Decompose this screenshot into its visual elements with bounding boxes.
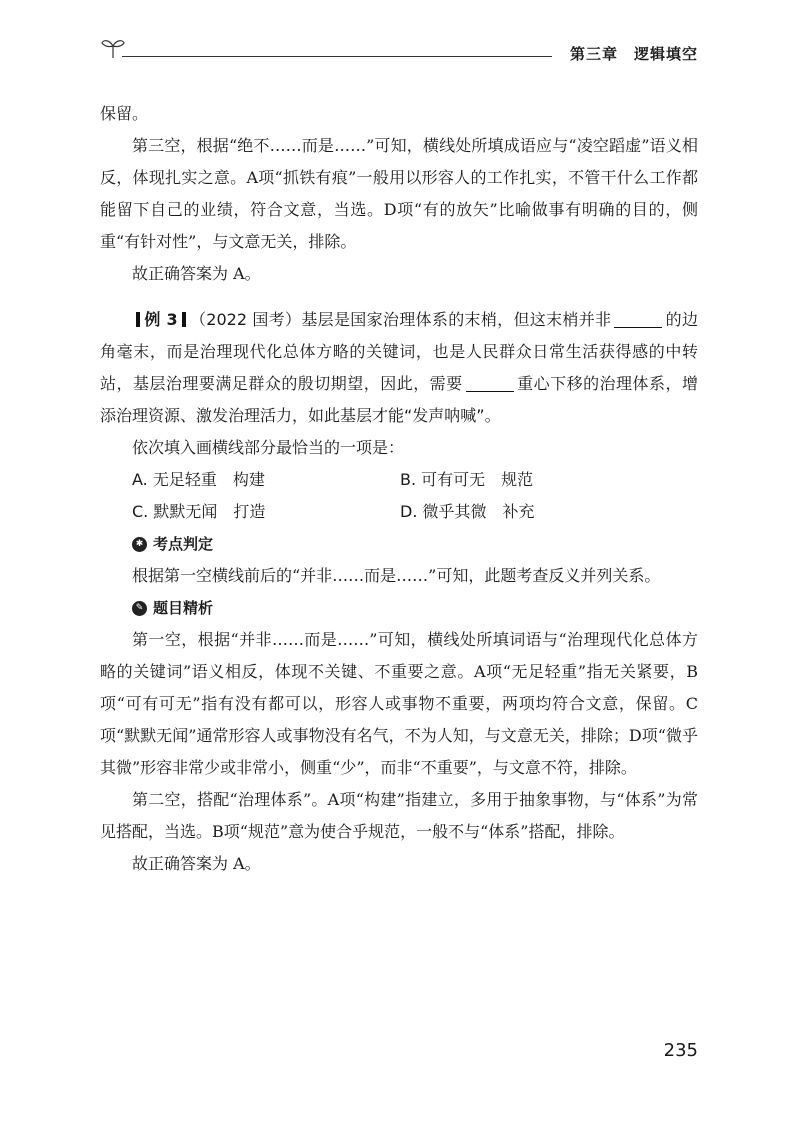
page-header (100, 34, 698, 64)
chapter-title: 第三章 逻辑填空 (569, 45, 698, 63)
section-heading (132, 528, 698, 560)
blank-line (466, 377, 514, 392)
header-rule (122, 56, 552, 57)
section-heading (132, 592, 698, 624)
example-label: 例 3 (144, 310, 178, 329)
paragraph: 第三空，根据“绝不……而是……”可知，横线处所填成语应与“凌空蹈虚”语义相反，体现扎实之意。A项“抓铁有痕”一般用以形容人的工作扎实，不管干什么工作都能留下自己的业绩，符合文意，当选。D项“有的放矢”比喻做事有明确的目的，侧重“有针对性”，与文意无关，排除。 (100, 136, 698, 251)
analysis-icon: ✎ (132, 601, 147, 616)
answer-line: 故正确答案为 A。 (132, 264, 261, 283)
option-b: B. 可有可无 规范 (400, 470, 534, 489)
paragraph: 根据第一空横线前后的“并非……而是……”可知，此题考查反义并列关系。 (132, 566, 661, 585)
question-text: （2022 国考）基层是国家治理体系的末梢，但这末梢并非 (189, 310, 612, 329)
bracket-mark-right (182, 312, 186, 327)
paragraph: 第二空，搭配“治理体系”。A项“构建”指建立，多用于抽象事物，与“体系”为常见搭配，当选。B项“规范”意为使合乎规范，一般不与“体系”搭配，排除。 (100, 790, 698, 841)
example-question (100, 304, 698, 432)
page-content (100, 98, 698, 880)
question-text: 的边角毫末，而是治理现代化总体方略的关键词，也是人民群众日常生活获得感的中转站，基层治理要满足群众的殷切期望，因此，需要 (100, 310, 698, 393)
paragraph: 保留。 (100, 104, 149, 123)
section-title: 题目精析 (153, 599, 214, 617)
option-d: D. 微乎其微 补充 (400, 502, 535, 521)
section-title: 考点判定 (153, 535, 214, 553)
page-number: 235 (663, 1040, 698, 1061)
option-c: C. 默默无闻 打造 (132, 502, 266, 521)
gear-icon: ✱ (132, 537, 147, 552)
paragraph: 第一空，根据“并非……而是……”可知，横线处所填词语与“治理现代化总体方略的关键词”语义相反，体现不关键、不重要之意。A项“无足轻重”指无关紧要，B项“可有可无”指有没有都可以，形容人或事物不重要，两项均符合文意，保留。C项“默默无闻”通常形容人或事物没有名气，不为人知，与文意无关，排除；D项“微乎其微”形容非常少或非常小，侧重“少”，而非“不重要”，与文意不符，排除。 (100, 630, 698, 777)
option-a: A. 无足轻重 构建 (132, 470, 265, 489)
question-text: 重心下移的治理体系，增添治理资源、激发治理活力，如此基层才能“发声呐喊”。 (100, 374, 698, 425)
blank-line (614, 313, 662, 328)
bracket-mark-left (136, 312, 140, 327)
options-grid (132, 464, 698, 528)
answer-line: 故正确答案为 A。 (132, 854, 261, 873)
question-prompt: 依次填入画横线部分最恰当的一项是： (132, 438, 405, 457)
